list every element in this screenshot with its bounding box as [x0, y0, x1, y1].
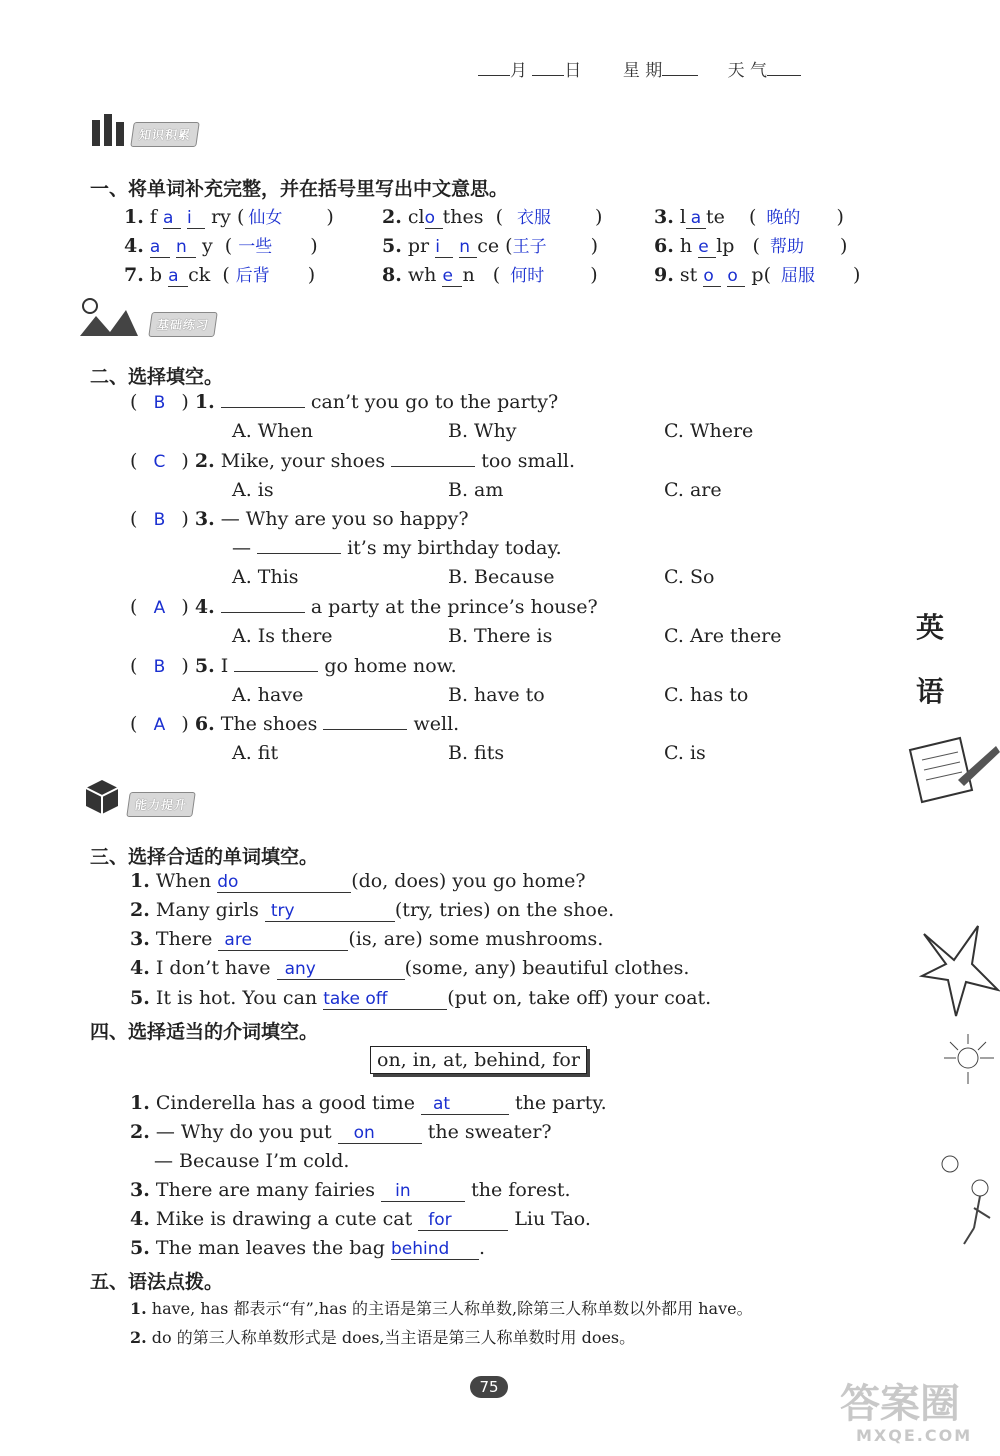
part3-item-1: 1. When do (do, does) you go home? — [130, 870, 586, 892]
part3-title: 三、选择合适的单词填空。 — [90, 846, 319, 868]
option: C. are — [664, 479, 722, 501]
date-header: 月 日 星 期 天 气 — [478, 56, 801, 81]
part1-item-1: 1. f a i ry ( 仙女 ) — [124, 206, 334, 228]
part2-title: 二、选择填空。 — [90, 366, 224, 388]
part2-question-4: ( A ) 4. a party at the prince’s house? — [130, 596, 598, 618]
part3-item-2: 2. Many girls try (try, tries) on the shoe. — [130, 899, 615, 921]
option: C. is — [664, 742, 706, 764]
option: A. When — [232, 420, 314, 442]
option: A. is — [232, 479, 274, 501]
part4-item-3: 3. There are many fairies in the forest. — [130, 1179, 571, 1201]
part3-item-5: 5. It is hot. You can take off (put on, take off) your coat. — [130, 987, 712, 1009]
option: B. fits — [448, 742, 505, 764]
word-box: on, in, at, behind, for — [370, 1046, 587, 1074]
part2-question-3-line2: — it’s my birthday today. — [232, 537, 562, 559]
option: C. Are there — [664, 625, 782, 647]
kids-reading-icon — [76, 296, 142, 342]
part1-item-9: 9. st o o p( 屈服 ) — [654, 264, 861, 286]
option: B. There is — [448, 625, 553, 647]
part4-item-1: 1. Cinderella has a good time at the party. — [130, 1092, 607, 1114]
part5-title: 五、语法点拨。 — [90, 1271, 224, 1293]
section-badge-1 — [88, 110, 128, 152]
section-badge-2 — [76, 296, 142, 346]
part1-item-4: 4. a n y ( 一些 ) — [124, 235, 318, 257]
part4-item-2-reply: — Because I’m cold. — [154, 1150, 350, 1172]
doodle-figure-icon — [934, 1148, 998, 1252]
badge-label-2: 基础练习 — [148, 312, 218, 337]
part2-question-6: ( A ) 6. The shoes well. — [130, 713, 460, 735]
part3-item-4: 4. I don’t have any (some, any) beautiful clothes. — [130, 957, 690, 979]
part4-title: 四、选择适当的介词填空。 — [90, 1021, 319, 1043]
side-label-ying: 英 — [916, 611, 945, 644]
watermark-url: MXQE.COM — [856, 1426, 973, 1445]
watermark-logo: 答案圈 — [840, 1381, 960, 1427]
part1-item-8: 8. wh e n ( 何时 ) — [382, 264, 598, 286]
option: B. Why — [448, 420, 517, 442]
part4-item-2: 2. — Why do you put on the sweater? — [130, 1121, 552, 1143]
castle-icon — [88, 110, 128, 148]
badge-label-1: 知识积累 — [130, 122, 200, 147]
option: A. Is there — [232, 625, 333, 647]
part1-item-5: 5. pr i n ce (王子 ) — [382, 235, 598, 257]
part1-title: 一、将单词补充完整，并在括号里写出中文意思。 — [90, 178, 509, 200]
part1-item-7: 7. b a ck ( 后背 ) — [124, 264, 316, 286]
part5-item-1: 1. have, has 都表示“有”,has 的主语是第三人称单数,除第三人称单数以外都用 have。 — [130, 1299, 753, 1318]
cube-icon — [82, 776, 122, 816]
part2-question-3: ( B ) 3. — Why are you so happy? — [130, 508, 469, 530]
option: C. has to — [664, 684, 749, 706]
part5-item-2: 2. do 的第三人称单数形式是 does,当主语是第三人称单数时用 does。 — [130, 1328, 636, 1347]
option: C. So — [664, 566, 715, 588]
option: B. am — [448, 479, 504, 501]
pencil-paper-icon — [900, 720, 1000, 814]
option: B. Because — [448, 566, 555, 588]
section-badge-3 — [82, 776, 122, 820]
part3-item-3: 3. There are (is, are) some mushrooms. — [130, 928, 604, 950]
part4-item-5: 5. The man leaves the bag behind . — [130, 1237, 486, 1259]
sparkle-face-icon — [938, 1030, 998, 1094]
option: A. have — [232, 684, 304, 706]
part1-item-2: 2. clo thes ( 衣服 ) — [382, 206, 603, 228]
part2-question-1: ( B ) 1. can’t you go to the party? — [130, 391, 559, 413]
page-number: 75 — [470, 1376, 508, 1398]
part4-item-4: 4. Mike is drawing a cute cat for Liu Tao. — [130, 1208, 591, 1230]
part2-question-5: ( B ) 5. I go home now. — [130, 655, 457, 677]
badge-label-3: 能力提升 — [126, 792, 196, 817]
star-icon — [918, 920, 1000, 1024]
part2-question-2: ( C ) 2. Mike, your shoes too small. — [130, 450, 576, 472]
side-label-yu: 语 — [916, 675, 945, 708]
part1-item-3: 3. l a te ( 晚的 ) — [654, 206, 844, 228]
option: A. fit — [232, 742, 279, 764]
option: A. This — [232, 566, 299, 588]
option: B. have to — [448, 684, 545, 706]
option: C. Where — [664, 420, 754, 442]
part1-item-6: 6. h e lp ( 帮助 ) — [654, 235, 848, 257]
